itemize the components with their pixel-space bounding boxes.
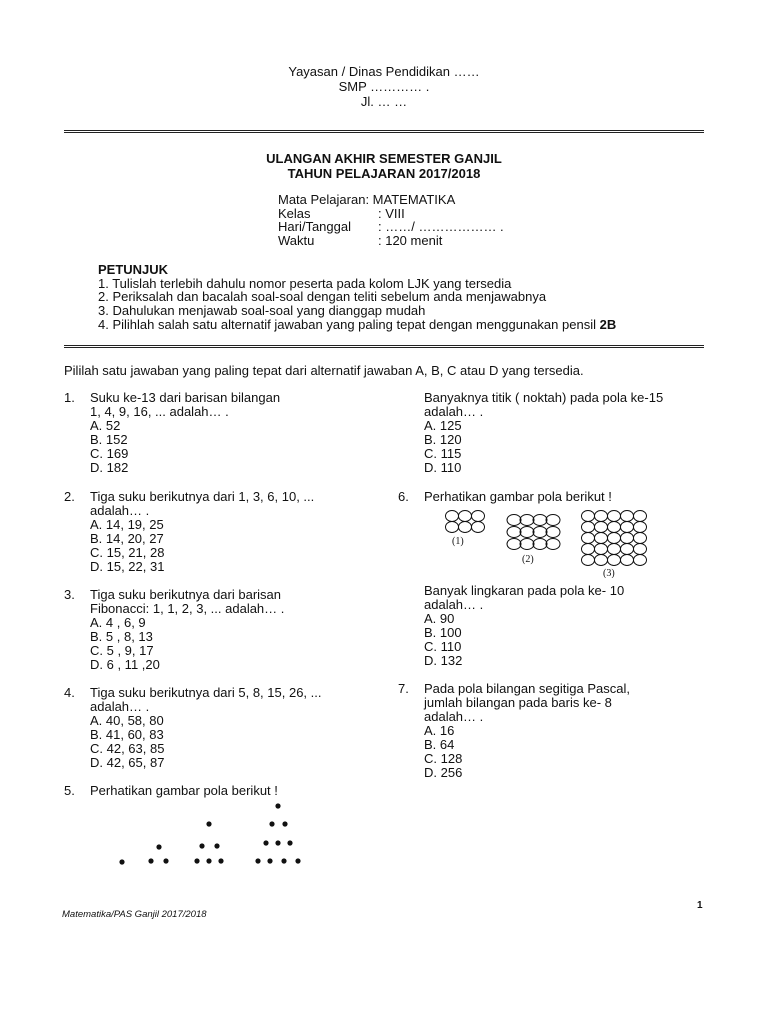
dot — [119, 859, 124, 864]
pattern-circle — [621, 511, 634, 522]
info-label: Waktu — [278, 232, 315, 248]
pattern-circle — [634, 511, 647, 522]
dot — [269, 821, 274, 826]
pattern-circle — [608, 555, 621, 566]
dot — [206, 858, 211, 863]
question-text: Suku ke-13 dari barisan bilangan — [90, 390, 281, 405]
info-label: Mata Pelajaran — [278, 192, 366, 207]
answer-option: A. 52 — [90, 418, 121, 433]
answer-option: C. 128 — [424, 751, 463, 766]
question-text: Tiga suku berikutnya dari 5, 8, 15, 26, ... — [90, 685, 322, 700]
question-text: jumlah bilangan pada baris ke- 8 — [424, 695, 612, 710]
question-text: Perhatikan gambar pola berikut ! — [424, 489, 612, 504]
question-text: adalah… . — [90, 699, 150, 714]
dot — [267, 858, 272, 863]
circle-pattern-3 — [582, 511, 647, 566]
dot — [218, 858, 223, 863]
pattern-circle — [595, 511, 608, 522]
header-line-school: SMP ………… . — [338, 79, 430, 94]
pattern-circle — [472, 511, 485, 522]
pattern-circle — [621, 522, 634, 533]
answer-option: C. 5 , 9, 17 — [90, 643, 154, 658]
answer-option: A. 14, 19, 25 — [90, 517, 164, 532]
pattern-circle — [507, 527, 521, 538]
pattern-circle — [582, 522, 595, 533]
pattern-circle — [608, 533, 621, 544]
pattern-circle — [520, 527, 534, 538]
answer-option: B. 14, 20, 27 — [90, 531, 164, 546]
question-text: adalah… . — [90, 503, 150, 518]
instruction-item: 4. Pilihlah salah satu alternatif jawaban yang paling tepat dengan menggunakan pensil 2B — [98, 316, 617, 332]
instruction-item: 3. Dahulukan menjawab soal-soal yang dianggap mudah — [98, 303, 426, 319]
pattern-circle — [595, 555, 608, 566]
pattern-circle — [595, 544, 608, 555]
answer-option: D. 15, 22, 31 — [90, 559, 165, 574]
question-text: 1, 4, 9, 16, ... adalah… . — [90, 404, 229, 419]
pattern-circle — [520, 539, 534, 550]
pattern-circle — [546, 515, 560, 526]
answer-option: D. 256 — [424, 765, 463, 780]
question-text: adalah… . — [424, 404, 484, 419]
page-footer: Matematika/PAS Ganjil 2017/2018 — [62, 909, 207, 920]
answer-option: B. 41, 60, 83 — [90, 727, 164, 742]
info-value: : ……/ ……………… . — [378, 219, 504, 234]
dot — [275, 840, 280, 845]
dot — [199, 843, 204, 848]
answer-option: D. 42, 65, 87 — [90, 755, 165, 770]
dot — [194, 858, 199, 863]
pattern-circle — [446, 522, 459, 533]
pattern-circle — [459, 522, 472, 533]
instructions-heading: PETUNJUK — [98, 262, 169, 277]
dot — [295, 858, 300, 863]
dot — [275, 803, 280, 808]
question-text: Banyaknya titik ( noktah) pada pola ke-15 — [424, 390, 664, 405]
question-text: Tiga suku berikutnya dari barisan — [90, 587, 282, 602]
exam-title-line1: ULANGAN AKHIR SEMESTER GANJIL — [266, 151, 502, 166]
dot — [206, 821, 211, 826]
pattern-circle — [595, 522, 608, 533]
answer-option: B. 100 — [424, 625, 462, 640]
answer-option: C. 169 — [90, 446, 129, 461]
question-text: adalah… . — [424, 597, 484, 612]
pattern-circle — [533, 539, 547, 550]
instructions-divider — [64, 345, 704, 348]
dot — [281, 858, 286, 863]
pattern-circle — [546, 527, 560, 538]
answer-option: D. 182 — [90, 460, 129, 475]
info-row — [278, 220, 504, 234]
answer-option: C. 42, 63, 85 — [90, 741, 165, 756]
pattern-circle — [546, 539, 560, 550]
pattern-circle — [621, 555, 634, 566]
instruction-item: 1. Tulislah terlebih dahulu nomor peserta pada kolom LJK yang tersedia — [98, 275, 512, 291]
header-line-foundation: Yayasan / Dinas Pendidikan …… — [288, 64, 480, 79]
dot — [156, 844, 161, 849]
circle-pattern-2 — [507, 515, 560, 550]
pattern-circle — [472, 522, 485, 533]
answer-option: C. 110 — [424, 639, 462, 654]
pattern-circle — [507, 539, 521, 550]
pattern-circle — [621, 533, 634, 544]
question-number: 4. — [64, 685, 75, 700]
answer-option: B. 5 , 8, 13 — [90, 629, 153, 644]
question-number: 7. — [398, 681, 409, 696]
circle-pattern-1 — [446, 511, 485, 533]
pattern-circle — [582, 533, 595, 544]
pattern-circle — [608, 544, 621, 555]
answer-option: D. 110 — [424, 460, 462, 475]
answer-option: A. 90 — [424, 611, 455, 626]
answer-option: A. 125 — [424, 418, 462, 433]
pattern-circle — [608, 511, 621, 522]
answer-instruction: Pililah satu jawaban yang paling tepat dari alternatif jawaban A, B, C atau D yang tersedia. — [64, 363, 584, 378]
info-row — [278, 234, 504, 248]
pattern-circle — [582, 544, 595, 555]
info-row — [278, 207, 504, 221]
page-number: 1 — [697, 900, 703, 911]
pattern-circle — [459, 511, 472, 522]
school-header — [0, 64, 768, 109]
question-number: 6. — [398, 489, 409, 504]
question-text: adalah… . — [424, 709, 484, 724]
answer-option: A. 40, 58, 80 — [90, 713, 164, 728]
question-number: 5. — [64, 783, 75, 798]
pattern-circle — [634, 533, 647, 544]
exam-info — [278, 193, 504, 247]
instruction-item: 2. Periksalah dan bacalah soal-soal dengan teliti sebelum anda menjawabnya — [98, 289, 547, 305]
circle-pattern-figure — [440, 506, 656, 578]
answer-option: A. 16 — [424, 723, 455, 738]
dot — [282, 821, 287, 826]
question-text: Tiga suku berikutnya dari 1, 3, 6, 10, ... — [90, 489, 315, 504]
dot — [214, 843, 219, 848]
pencil-type: 2B — [599, 316, 617, 332]
dot — [148, 858, 153, 863]
figure-label-1: (1) — [452, 536, 464, 547]
exam-title-line2: TAHUN PELAJARAN 2017/2018 — [287, 166, 481, 181]
question-number: 3. — [64, 587, 75, 602]
question-text: Fibonacci: 1, 1, 2, 3, ... adalah… . — [90, 601, 285, 616]
answer-option: B. 120 — [424, 432, 462, 447]
question-text: Perhatikan gambar pola berikut ! — [90, 783, 278, 798]
dot — [255, 858, 260, 863]
info-label: Hari/Tanggal — [278, 219, 351, 234]
question-text: Pada pola bilangan segitiga Pascal, — [424, 681, 630, 696]
instructions-block — [98, 263, 616, 332]
dot — [263, 840, 268, 845]
info-label: Kelas — [278, 205, 311, 221]
question-text: Banyak lingkaran pada pola ke- 10 — [424, 583, 625, 598]
pattern-circle — [634, 522, 647, 533]
pattern-circle — [507, 515, 521, 526]
pattern-circle — [634, 544, 647, 555]
pattern-circle — [634, 555, 647, 566]
pattern-circle — [520, 515, 534, 526]
answer-option: C. 15, 21, 28 — [90, 545, 165, 560]
answer-option: B. 152 — [90, 432, 128, 447]
answer-option: D. 6 , 11 ,20 — [90, 657, 160, 672]
question-number: 2. — [64, 489, 75, 504]
header-divider — [64, 130, 704, 133]
question-number: 1. — [64, 390, 75, 405]
pattern-circle — [533, 527, 547, 538]
pattern-circle — [533, 515, 547, 526]
answer-option: A. 4 , 6, 9 — [90, 615, 146, 630]
dot-pattern-figure — [110, 798, 310, 870]
header-line-address: Jl. … … — [360, 94, 408, 109]
info-value: : MATEMATIKA — [365, 192, 456, 207]
info-value: : VIII — [378, 205, 405, 221]
pattern-circle — [608, 522, 621, 533]
dot — [163, 858, 168, 863]
info-value: : 120 menit — [378, 232, 443, 248]
pattern-circle — [582, 511, 595, 522]
answer-option: B. 64 — [424, 737, 455, 752]
pattern-circle — [446, 511, 459, 522]
figure-label-3: (3) — [603, 568, 615, 578]
info-row — [278, 193, 504, 207]
dot — [287, 840, 292, 845]
answer-option: C. 115 — [424, 446, 462, 461]
pattern-circle — [595, 533, 608, 544]
answer-option: D. 132 — [424, 653, 463, 668]
figure-label-2: (2) — [522, 554, 534, 565]
exam-title — [0, 151, 768, 181]
pattern-circle — [582, 555, 595, 566]
pattern-circle — [621, 544, 634, 555]
